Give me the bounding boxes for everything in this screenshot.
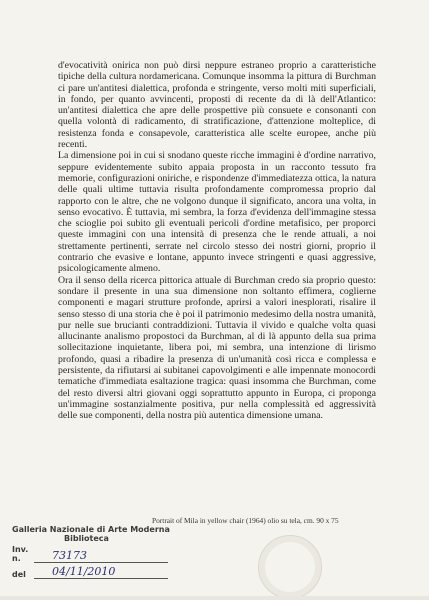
page-edge <box>0 596 429 600</box>
stamp-institution: Galleria Nazionale di Arte Moderna <box>12 525 170 534</box>
library-stamp <box>12 525 212 585</box>
stamp-inv-label: Inv. n. <box>12 545 29 563</box>
body-text <box>58 60 376 422</box>
stamp-del-value: 04/11/2010 <box>34 565 168 579</box>
paragraph-3: Ora il senso della ricerca pittorica attuale di Burchman credo sia proprio questo: sondare il presente in una sua dimensione non soltanto effimera, coglierne componenti e magari strutture profonde, aprirsi a valori inesplorati, risalire il senso stesso di una storia che è poi il patrimonio medesimo della nostra umanità, pur nelle sue brucianti contraddizioni. Tuttavia il vivido e qualche volta quasi allucinante analismo propostoci da Burchman, al di là appunto della sua prima sollecitazione inquietante, libera poi, mi sembra, una intenzione di lirismo profondo, quasi a ribadire la presenza di un'umanità così ricca e complessa e persistente, da rifiutarsi ai subitanei capovolgimenti e alle impennate monocordi tematiche d'immediata esaltazione tragica: quasi insomma che Burchman, come del resto diversi altri giovani oggi soprattutto appunto in Europa, ci proponga un'immagine sostanzialmente positiva, pur nella complessità ed aggressività delle sue componenti, della nostra più autentica dimensione umana. <box>58 274 376 422</box>
embossed-seal-icon <box>258 535 322 599</box>
stamp-date-row <box>12 565 212 579</box>
paragraph-2: La dimensione poi in cui si snodano queste ricche immagini è d'ordine narrativo, seppure evidentemente subito appaia proposta in un racconto tessuto fra memorie, configurazioni oniriche, e rispondenze d'immediatezza ottica, la natura delle quali ultime tuttavia risulta profondamente compromessa proprio dal rapporto con le altre, che ne volgono dunque il significato, ancora una volta, in senso evocativo. È tuttavia, mi sembra, la forza d'evidenza dell'immagine stessa che scioglie poi subito gli eventuali pericoli d'ordine metafisico, per proporci queste immagini con una intensità di presenza che le rende attuali, a noi strettamente pertinenti, serrate nel circolo stesso dei nostri giorni, proprio il contrario che evasive e lontane, appunto invece stringenti e quasi aggressive, psicologicamente almeno. <box>58 150 376 275</box>
stamp-del-label: del <box>12 570 26 579</box>
paragraph-1: d'evocatività onirica non può dirsi neppure estraneo proprio a caratteristiche tipiche della cultura nordamericana. Comunque insomma la pittura di Burchman ci pare un'antitesi dialettica, profonda e stringente, verso molti miti superficiali, in fondo, per quanto avvincenti, proposti di recente da di là dell'Atlantico: un'antitesi dialettica che apre delle prospettive più consuete e consonanti con quella volontà di radicamento, di stratificazione, d'attenzione molteplice, di resistenza fonda e consapevole, caratteristica alle scelte europee, anche più recenti. <box>58 60 376 151</box>
figure-caption: Portrait of Mila in yellow chair (1964) olio su tela, cm. 90 x 75 <box>152 516 339 525</box>
stamp-inventory-row <box>12 545 212 563</box>
stamp-library: Biblioteca <box>64 534 109 543</box>
stamp-inv-value: 73173 <box>34 549 168 563</box>
